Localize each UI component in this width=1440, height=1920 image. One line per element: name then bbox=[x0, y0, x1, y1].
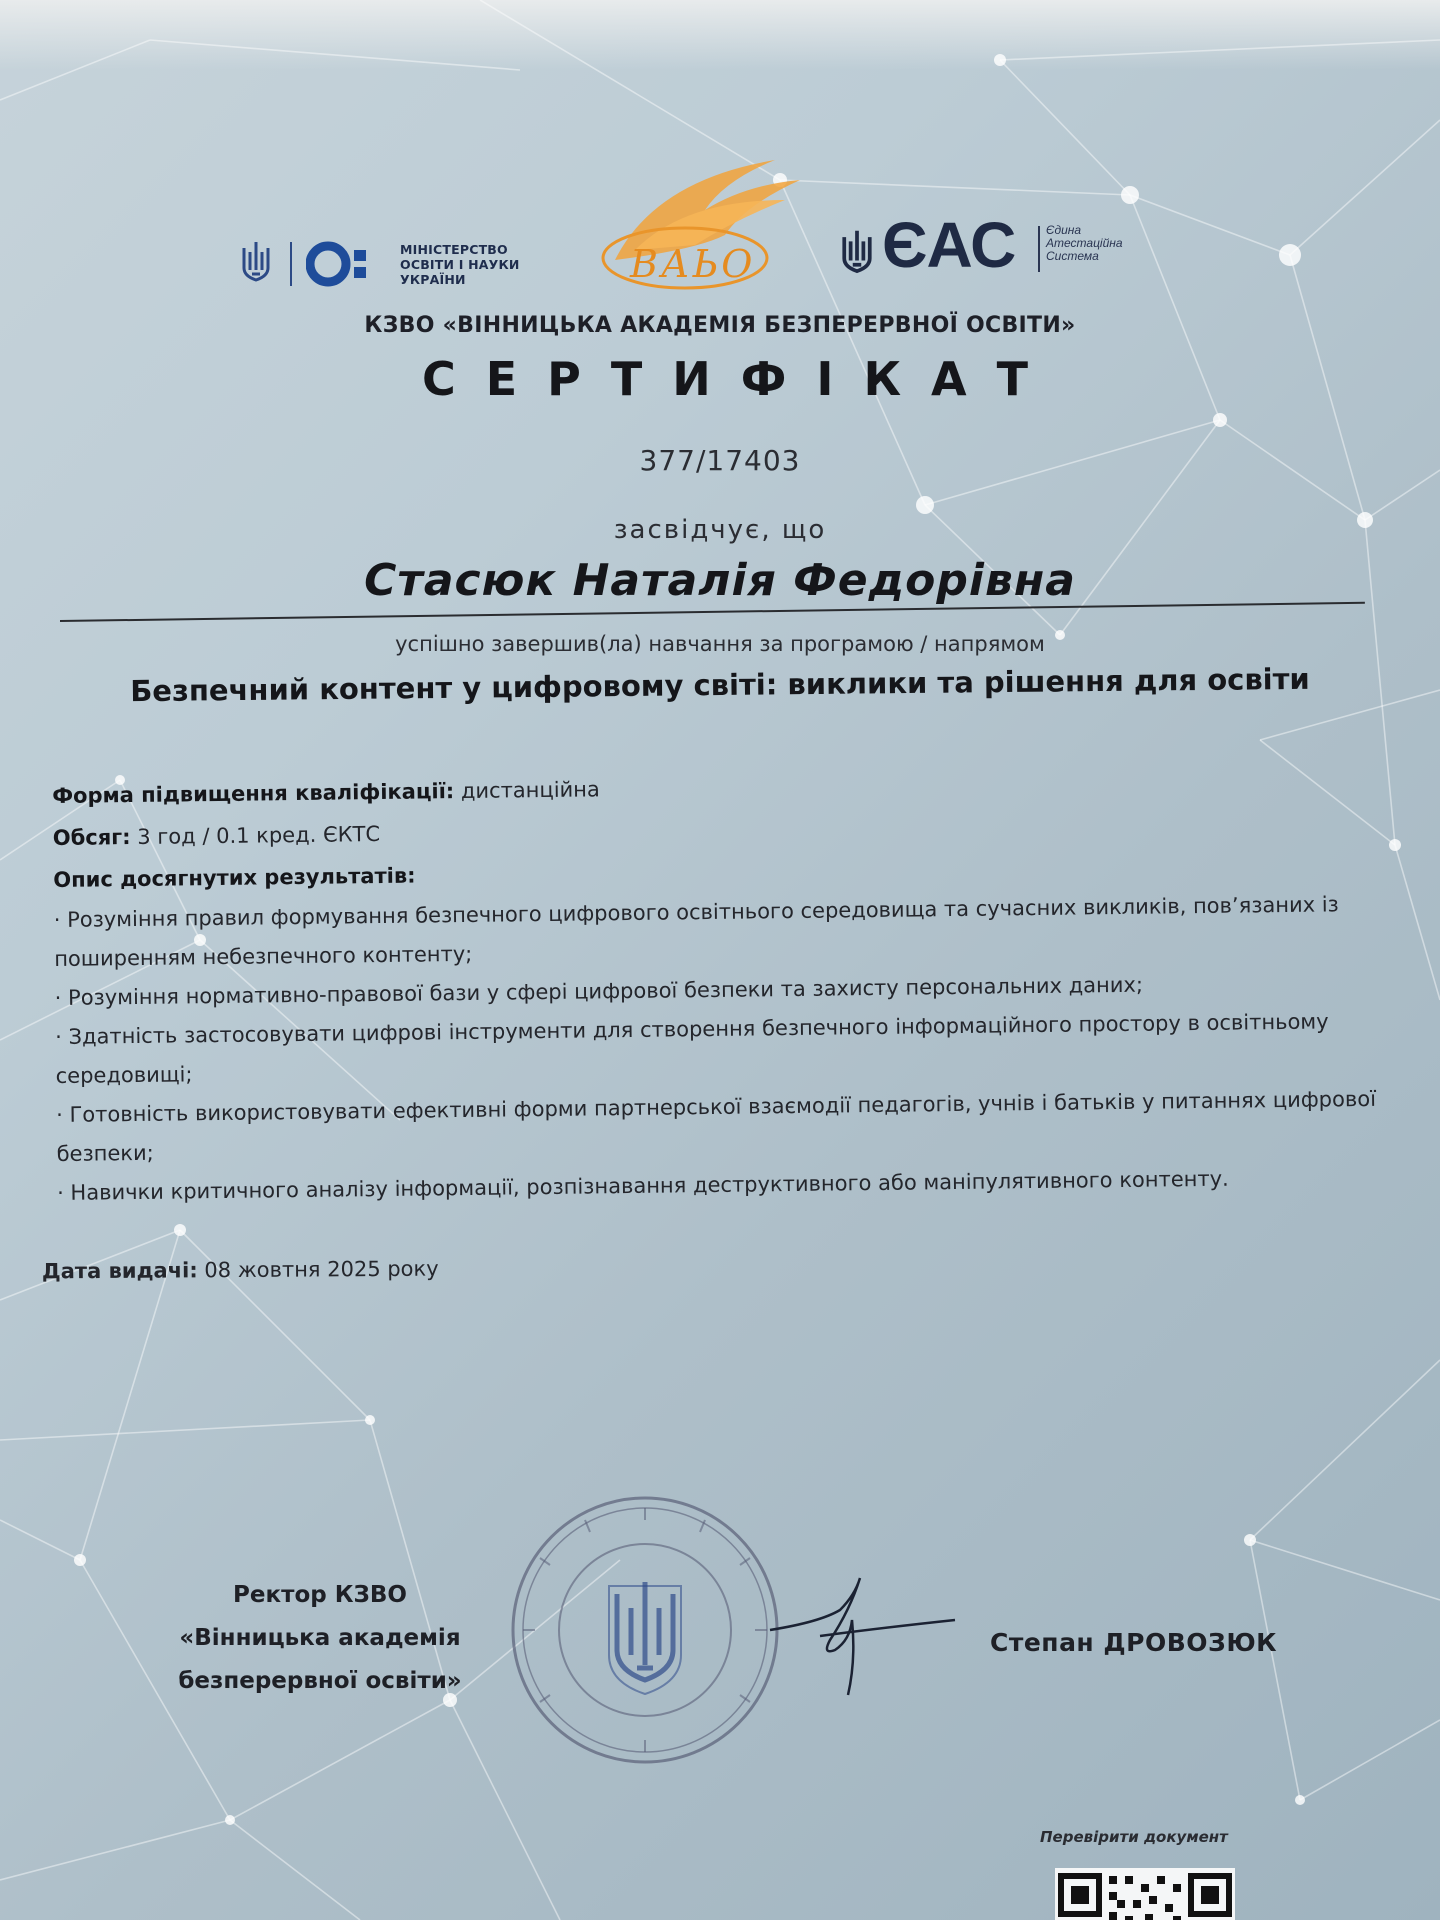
volume-value: 3 год / 0.1 кред. ЄКТС bbox=[137, 821, 381, 849]
ministry-logo-icon bbox=[306, 238, 386, 290]
recipient-name: Стасюк Наталія Федорівна bbox=[364, 555, 1076, 606]
eac-logo-text: ЄАС bbox=[882, 209, 1016, 281]
rector-title bbox=[155, 1574, 485, 1703]
program-title: Безпечний контент у цифровому світі: виклики та рішення для освіти bbox=[130, 661, 1310, 709]
result-item: · Розуміння нормативно-правової бази у сфері цифрової безпеки та захисту персональних даних; bbox=[54, 972, 1144, 1010]
logo-row bbox=[230, 150, 1190, 310]
qr-code-icon[interactable] bbox=[1055, 1868, 1235, 1920]
eac-subtitle: Єдина Атестаційна Система bbox=[1046, 223, 1123, 263]
handwritten-signature bbox=[760, 1570, 960, 1700]
result-item: · Готовність використовувати ефективні форми партнерської взаємодії педагогів, учнів і батьків у питаннях цифрової безпеки; bbox=[56, 1086, 1377, 1166]
issue-date-label: Дата видачі: bbox=[41, 1258, 198, 1284]
result-item: · Здатність застосовувати цифрові інструменти для створення безпечного інформаційного простору в освітньому середовищі; bbox=[55, 1009, 1329, 1088]
verify-label: Перевірити документ bbox=[1040, 1828, 1228, 1846]
ministry-name: МІНІСТЕРСТВО ОСВІТИ І НАУКИ УКРАЇНИ bbox=[400, 242, 520, 287]
form-label: Форма підвищення кваліфікації: bbox=[52, 779, 455, 808]
eac-trident-icon bbox=[840, 228, 874, 276]
result-item: · Навички критичного аналізу інформації, розпізнавання деструктивного або маніпулятивного контенту. bbox=[56, 1166, 1229, 1205]
eac-divider bbox=[1038, 226, 1040, 272]
volume-label: Обсяг: bbox=[52, 825, 131, 850]
official-seal bbox=[505, 1490, 785, 1770]
logo-divider bbox=[290, 242, 292, 286]
issue-date-row bbox=[42, 1257, 439, 1284]
issue-date-value: 08 жовтня 2025 року bbox=[204, 1256, 439, 1283]
rector-title-line: Ректор КЗВО bbox=[233, 1582, 407, 1608]
certificate-details bbox=[52, 759, 1397, 1213]
certificate-number: 377/17403 bbox=[639, 444, 801, 477]
institution-name: КЗВО «ВІННИЦЬКА АКАДЕМІЯ БЕЗПЕРЕРВНОЇ ОСВІТИ» bbox=[364, 313, 1076, 338]
rector-title-line: «Вінницька академія bbox=[179, 1625, 461, 1651]
completed-text: успішно завершив(ла) навчання за програмою / напрямом bbox=[395, 632, 1045, 656]
valo-logo-text: ВАЬО bbox=[630, 242, 756, 286]
ukraine-trident-icon bbox=[240, 240, 272, 284]
certifies-text: засвідчує, що bbox=[613, 515, 827, 545]
results-list bbox=[54, 885, 1398, 1213]
certificate-title: СЕРТИФІКАТ bbox=[421, 352, 1059, 406]
results-label: Опис досягнутих результатів: bbox=[53, 863, 416, 892]
rector-title-line: безперервної освіти» bbox=[178, 1668, 462, 1694]
result-item: · Розуміння правил формування безпечного цифрового освітнього середовища та сучасних викликів, пов’язаних із поширенням небезпечного контенту; bbox=[53, 892, 1339, 971]
form-value: дистанційна bbox=[460, 777, 600, 804]
signer-name: Степан ДРОВОЗЮК bbox=[990, 1628, 1278, 1657]
